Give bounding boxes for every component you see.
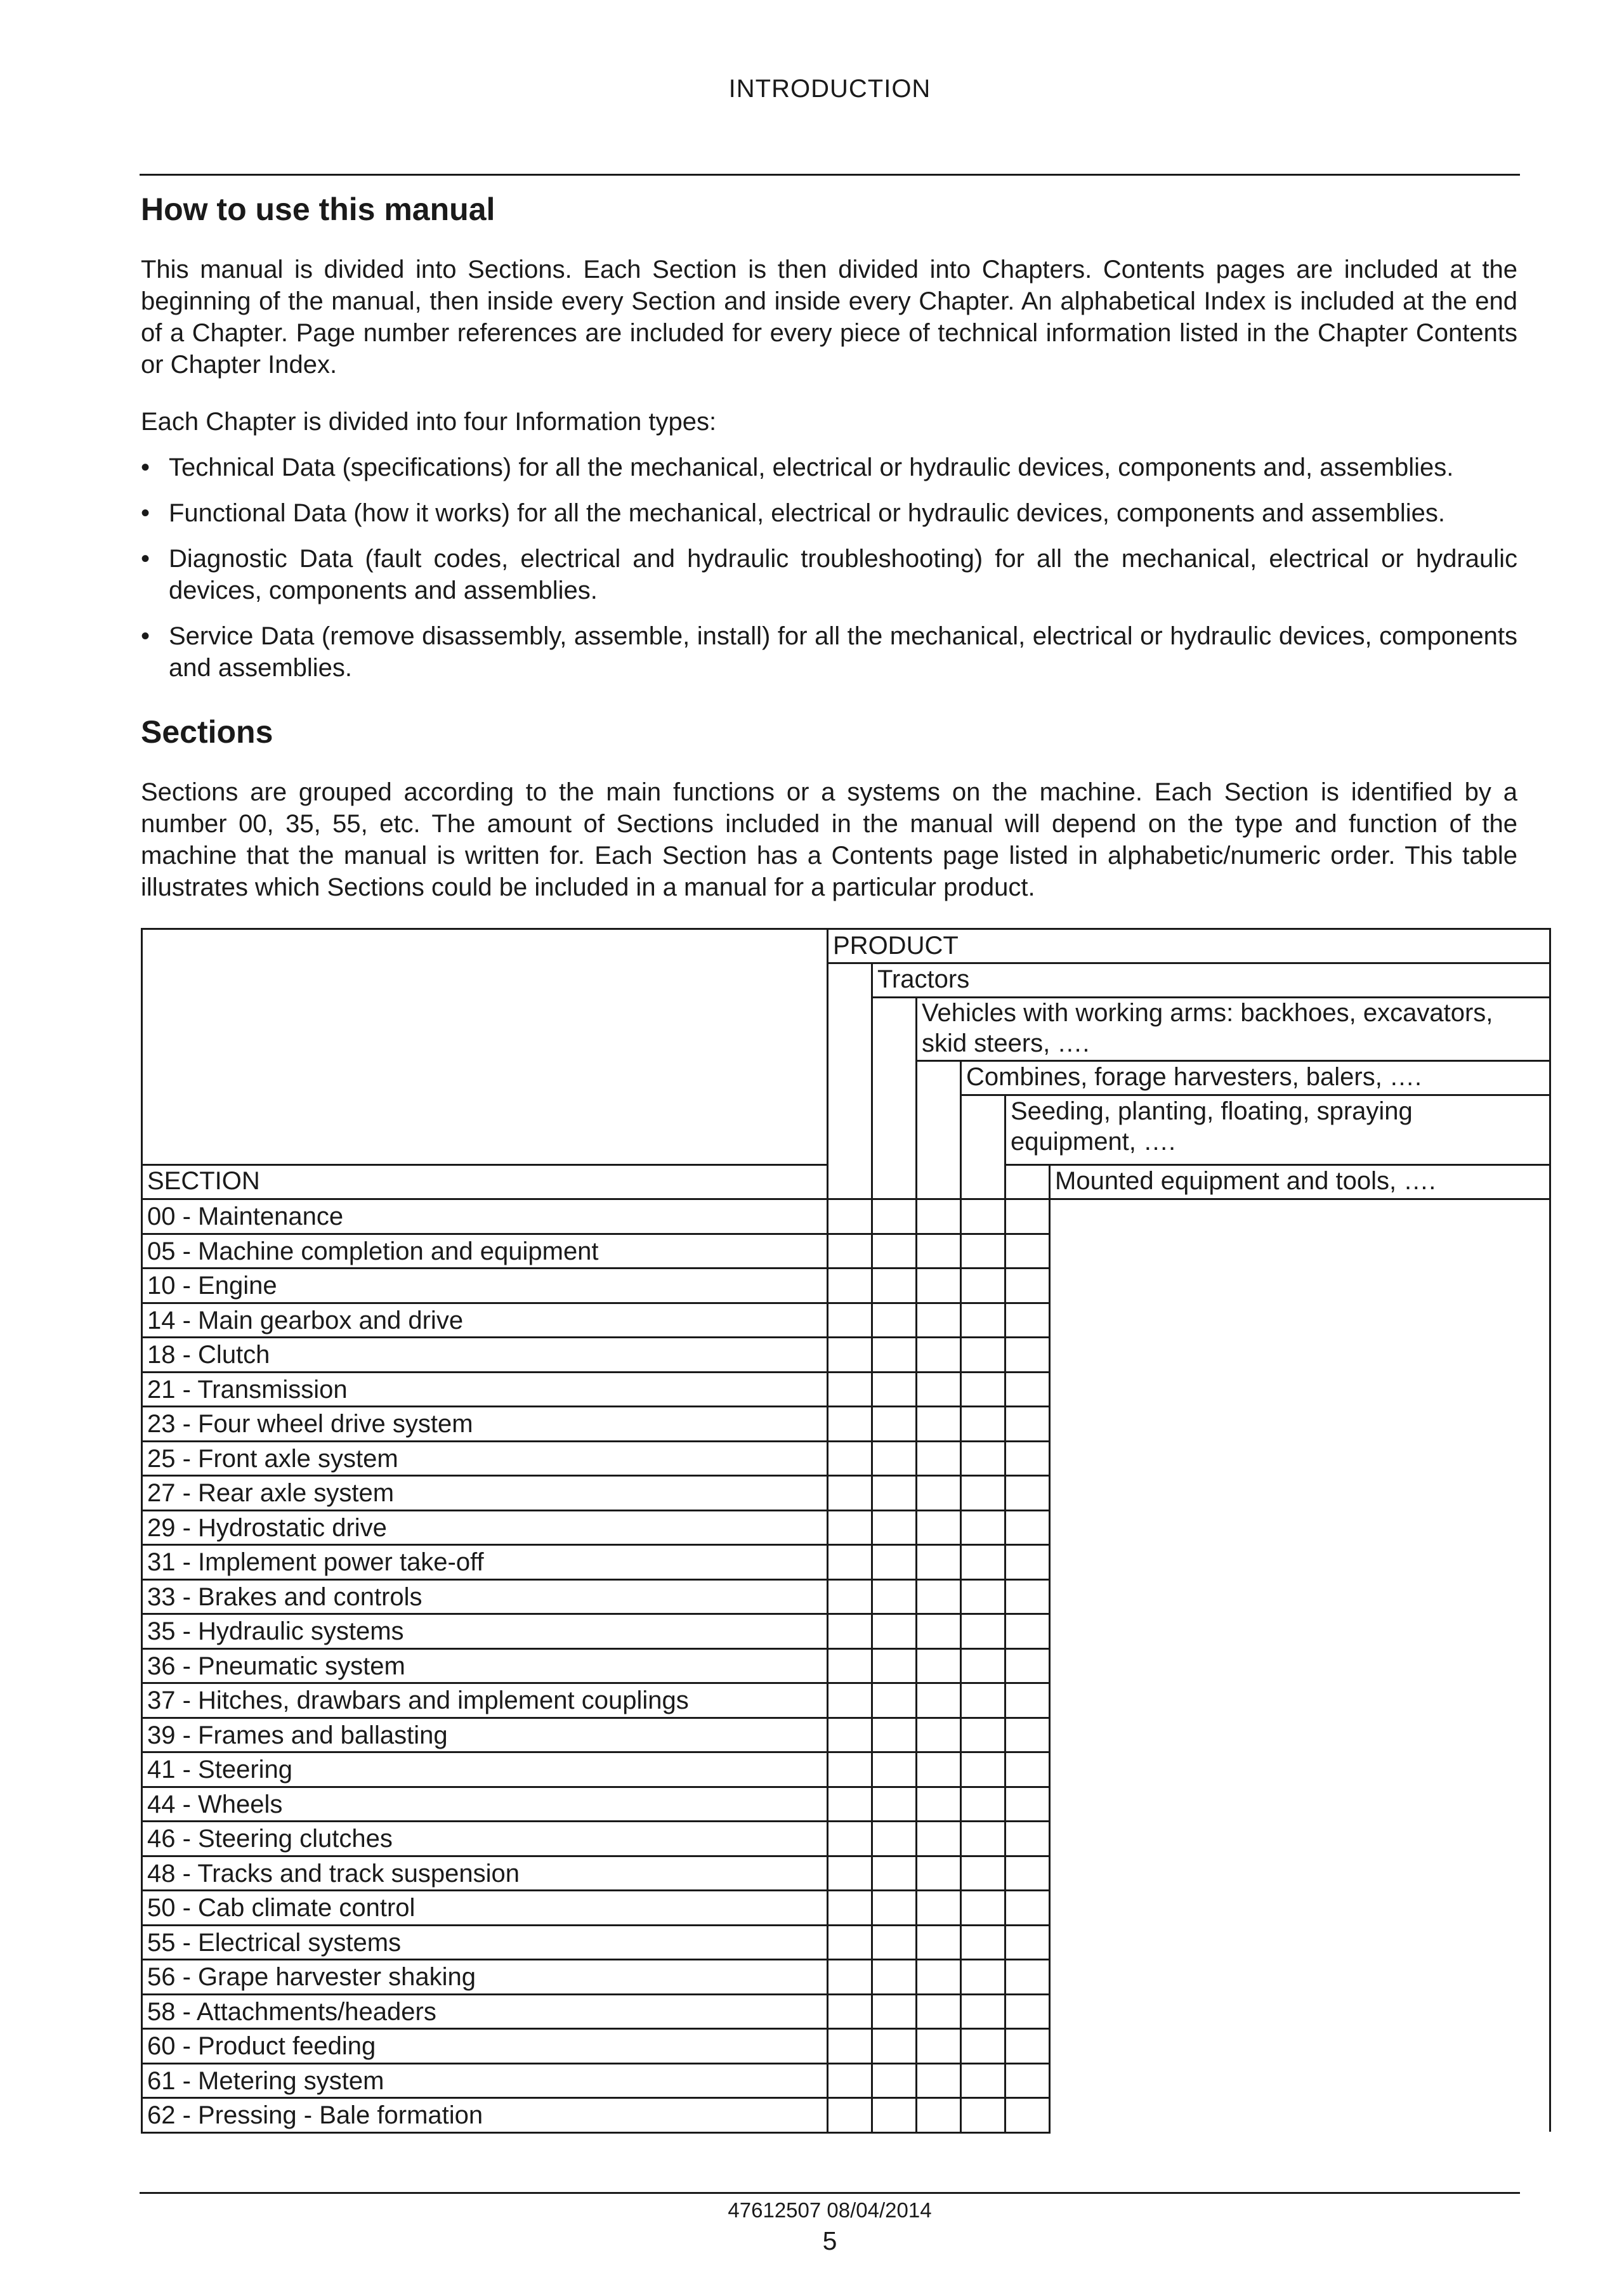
list-item: • Diagnostic Data (fault codes, electrical and hydraulic troubleshooting) for all the mechanical, electrical or hydraulic devices, components and assemblies. [141,543,1517,606]
table-rule [1549,1198,1551,2132]
table-rule [141,1613,1049,1615]
product-header: PRODUCT [833,932,959,960]
section-row-label: 48 - Tracks and track suspension [147,1859,520,1888]
table-rule [141,2028,1049,2030]
section-row-label: 44 - Wheels [147,1790,283,1818]
list-item: • Functional Data (how it works) for all the mechanical, electrical or hydraulic devices, components and assemblies. [141,497,1517,529]
table-rule [871,962,873,2134]
section-row-label: 29 - Hydrostatic drive [147,1513,387,1542]
table-rule [141,1855,1049,1857]
table-rule [141,1786,1049,1788]
table-rule [141,1751,1049,1753]
section-row-label: 10 - Engine [147,1272,277,1300]
section-row-label: 25 - Front axle system [147,1444,398,1473]
table-rule [141,1164,827,1166]
table-rule [1049,1164,1051,2134]
product-label-seeding: Seeding, planting, floating, spraying equipment, …. [1011,1097,1413,1156]
table-rule [141,1440,1049,1442]
section-row-label: 31 - Implement power take-off [147,1548,484,1576]
intro-paragraph: This manual is divided into Sections. Each Section is then divided into Chapters. Contents pages are included at the beginning of the manual, then inside every Section and inside every Chapter. An alphabetical Index is included at the end of a Chapter. Page number references are included for every piece of technical information listed in the Chapter Contents or Chapter Index. [141,256,1517,379]
table-rule [915,1060,1551,1062]
table-rule [141,1579,1049,1581]
table-rule [141,1889,1049,1891]
sections-paragraph: Sections are grouped according to the main functions or a systems on the machine. Each Section is identified by a number 00, 35, 55, etc. The amount of Sections included in the manual will depend on the type and function of the machine that the manual is written for. Each Section has a Contents page listed in alphabetic/numeric order. This table illustrates which Sections could be included in a manual for a particular product. [141,778,1517,901]
section-row-label: 35 - Hydraulic systems [147,1617,404,1645]
list-item: • Service Data (remove disassembly, assemble, install) for all the mechanical, electrical or hydraulic devices, components and assemblies. [141,620,1517,684]
section-row-label: 23 - Four wheel drive system [147,1410,473,1438]
table-rule [141,1267,1049,1269]
table-rule [141,1233,1049,1235]
table-rule [141,1993,1049,1995]
table-rule [141,1820,1049,1822]
table-rule [141,2097,1049,2099]
table-rule [141,1682,1049,1684]
section-row-label: 58 - Attachments/headers [147,1997,436,2026]
table-rule [141,1198,1049,1200]
section-row-label: 55 - Electrical systems [147,1928,402,1957]
list-item: • Technical Data (specifications) for all the mechanical, electrical or hydraulic devices, components and, assemblies. [141,452,1517,483]
types-intro: Each Chapter is divided into four Information types: [141,408,717,436]
page-number: 5 [822,2226,837,2255]
table-rule [1549,928,1551,1198]
table-rule [141,1648,1049,1650]
table-rule [960,1060,962,2134]
table-rule [141,1717,1049,1719]
table-rule [960,1094,1551,1096]
footer-rule [140,2192,1520,2194]
table-rule [141,1336,1049,1338]
table-rule [141,928,143,2134]
section-row-label: 60 - Product feeding [147,2032,376,2060]
section-row-label: 33 - Brakes and controls [147,1582,422,1611]
table-rule [141,2132,1049,2134]
table-rule [1004,1164,1551,1166]
product-label-mounted-equipment: Mounted equipment and tools, …. [1055,1167,1436,1195]
section-row-label: 18 - Clutch [147,1341,270,1369]
table-rule [141,1475,1049,1477]
section-row-label: 61 - Metering system [147,2066,384,2095]
section-row-label: 56 - Grape harvester shaking [147,1963,476,1991]
product-label-combines: Combines, forage harvesters, balers, …. [966,1063,1422,1091]
table-rule [915,996,917,2134]
table-rule [141,1544,1049,1546]
table-rule [827,962,1551,964]
section-header: SECTION [147,1167,260,1195]
section-row-label: 37 - Hitches, drawbars and implement couplings [147,1686,689,1714]
section-row-label: 46 - Steering clutches [147,1825,393,1853]
table-rule [871,996,1551,998]
table-rule [141,1510,1049,1511]
section-row-label: 21 - Transmission [147,1375,348,1404]
table-rule [141,1959,1049,1960]
table-rule [141,1406,1049,1407]
heading-how-to-use: How to use this manual [141,192,495,227]
product-label-tractors: Tractors [877,965,970,993]
section-row-label: 00 - Maintenance [147,1203,344,1230]
heading-sections: Sections [141,714,273,750]
table-rule [827,928,828,2134]
section-row-label: 05 - Machine completion and equipment [147,1237,599,1265]
section-row-label: 62 - Pressing - Bale formation [147,2101,483,2129]
table-rule [141,928,1551,930]
section-row-label: 39 - Frames and ballasting [147,1721,448,1749]
table-rule [141,1371,1049,1373]
doc-code: 47612507 08/04/2014 [728,2198,932,2222]
section-row-label: 14 - Main gearbox and drive [147,1306,464,1334]
table-rule [1049,1198,1551,1200]
section-row-label: 41 - Steering [147,1756,293,1784]
running-header: INTRODUCTION [728,75,931,103]
section-row-label: 50 - Cab climate control [147,1894,416,1922]
table-rule [141,1924,1049,1926]
section-row-label: 36 - Pneumatic system [147,1652,405,1680]
product-label-working-arms: Vehicles with working arms: backhoes, excavators, skid steers, …. [922,999,1493,1057]
section-row-label: 27 - Rear axle system [147,1479,395,1507]
table-rule [141,1302,1049,1304]
table-rule [141,2063,1049,2064]
